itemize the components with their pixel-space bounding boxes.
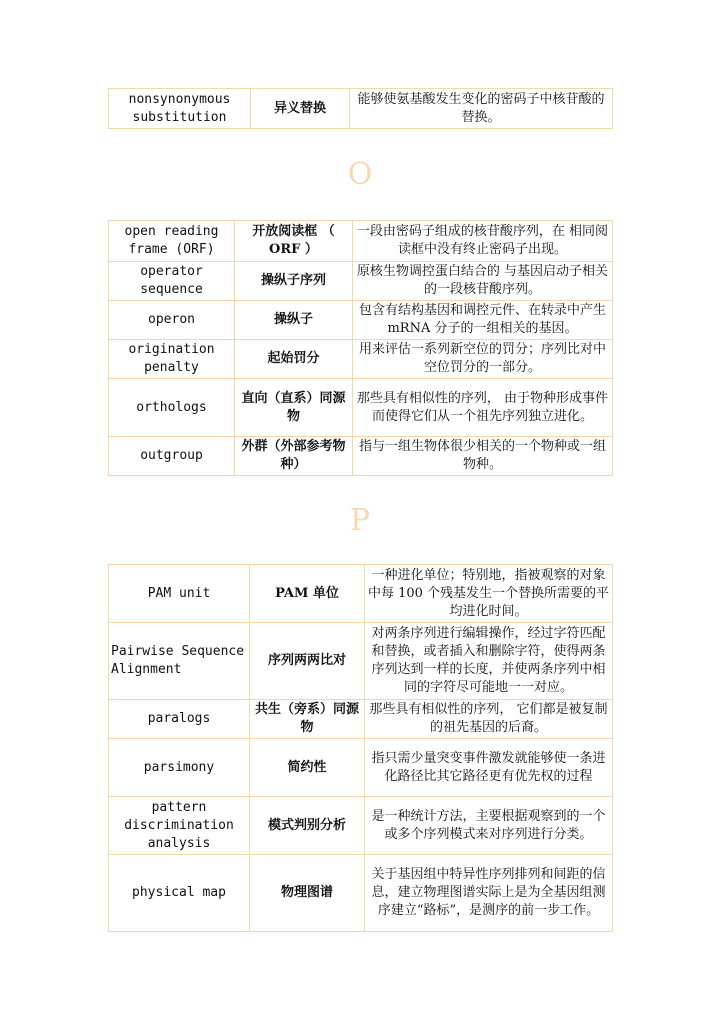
- term-chinese: 开放阅读框 （ ORF ）: [235, 221, 353, 262]
- term-definition: 那些具有相似性的序列， 由于物种形成事件而使得它们从一个祖先序列独立进化。: [353, 379, 613, 437]
- term-english: operon: [109, 301, 235, 340]
- term-chinese: 简约性: [250, 739, 365, 797]
- table-row: [109, 89, 613, 129]
- table-row: [109, 221, 613, 262]
- term-definition: 用来评估一系列新空位的罚分；序列比对中空位罚分的一部分。: [353, 340, 613, 379]
- term-chinese: 起始罚分: [235, 340, 353, 379]
- term-english: physical map: [109, 855, 250, 932]
- term-chinese: 操纵子序列: [235, 262, 353, 301]
- term-definition: 能够使氨基酸发生变化的密码子中核苷酸的替换。: [350, 89, 613, 129]
- table-row: [109, 437, 613, 476]
- table-row: [109, 340, 613, 379]
- section-letter-o: O: [347, 157, 373, 192]
- term-chinese: 序列两两比对: [250, 623, 365, 700]
- glossary-table-o: [108, 220, 613, 476]
- section-letter-p: P: [349, 503, 371, 538]
- term-english: PAM unit: [109, 565, 250, 623]
- glossary-table-n: [108, 88, 613, 129]
- table-row: [109, 379, 613, 437]
- term-chinese: 共生（旁系）同源物: [250, 700, 365, 739]
- term-chinese: 直向（直系）同源物: [235, 379, 353, 437]
- table-row: [109, 797, 613, 855]
- table-row: [109, 262, 613, 301]
- term-definition: 一段由密码子组成的核苷酸序列，在 相同阅读框中没有终止密码子出现。: [353, 221, 613, 262]
- term-english: nonsynonymous substitution: [109, 89, 251, 129]
- term-english: orthologs: [109, 379, 235, 437]
- term-definition: 关于基因组中特异性序列排列和间距的信息，建立物理图谱实际上是为全基因组测序建立“路标”，是测序的前一步工作。: [365, 855, 613, 932]
- term-definition: 是一种统计方法，主要根据观察到的一个或多个序列模式来对序列进行分类。: [365, 797, 613, 855]
- term-chinese: 操纵子: [235, 301, 353, 340]
- term-english: operator sequence: [109, 262, 235, 301]
- term-chinese: 异义替换: [251, 89, 350, 129]
- term-english: open reading frame (ORF): [109, 221, 235, 262]
- table-row: [109, 623, 613, 700]
- term-definition: 包含有结构基因和调控元件、在转录中产生 mRNA 分子的一组相关的基因。: [353, 301, 613, 340]
- table-row: [109, 301, 613, 340]
- term-definition: 一种进化单位；特别地，指被观察的对象中每 100 个残基发生一个替换所需要的平均进化时间。: [365, 565, 613, 623]
- term-english: parsimony: [109, 739, 250, 797]
- term-english: pattern discrimination analysis: [109, 797, 250, 855]
- table-row: [109, 855, 613, 932]
- term-definition: 原核生物调控蛋白结合的 与基因启动子相关的一段核苷酸序列。: [353, 262, 613, 301]
- term-english: origination penalty: [109, 340, 235, 379]
- term-definition: 指只需少量突变事件激发就能够使一条进化路径比其它路径更有优先权的过程: [365, 739, 613, 797]
- term-english: paralogs: [109, 700, 250, 739]
- term-english: Pairwise Sequence Alignment: [109, 623, 250, 700]
- term-chinese: 外群（外部参考物种）: [235, 437, 353, 476]
- glossary-table-p: [108, 564, 613, 932]
- table-row: [109, 700, 613, 739]
- table-row: [109, 565, 613, 623]
- term-chinese: PAM 单位: [250, 565, 365, 623]
- term-definition: 那些具有相似性的序列， 它们都是被复制的祖先基因的后裔。: [365, 700, 613, 739]
- term-chinese: 模式判别分析: [250, 797, 365, 855]
- table-row: [109, 739, 613, 797]
- term-definition: 对两条序列进行编辑操作，经过字符匹配和替换，或者插入和删除字符，使得两条序列达到一样的长度，并使两条序列中相同的字符尽可能地一一对应。: [365, 623, 613, 700]
- term-definition: 指与一组生物体很少相关的一个物种或一组物种。: [353, 437, 613, 476]
- term-english: outgroup: [109, 437, 235, 476]
- term-chinese: 物理图谱: [250, 855, 365, 932]
